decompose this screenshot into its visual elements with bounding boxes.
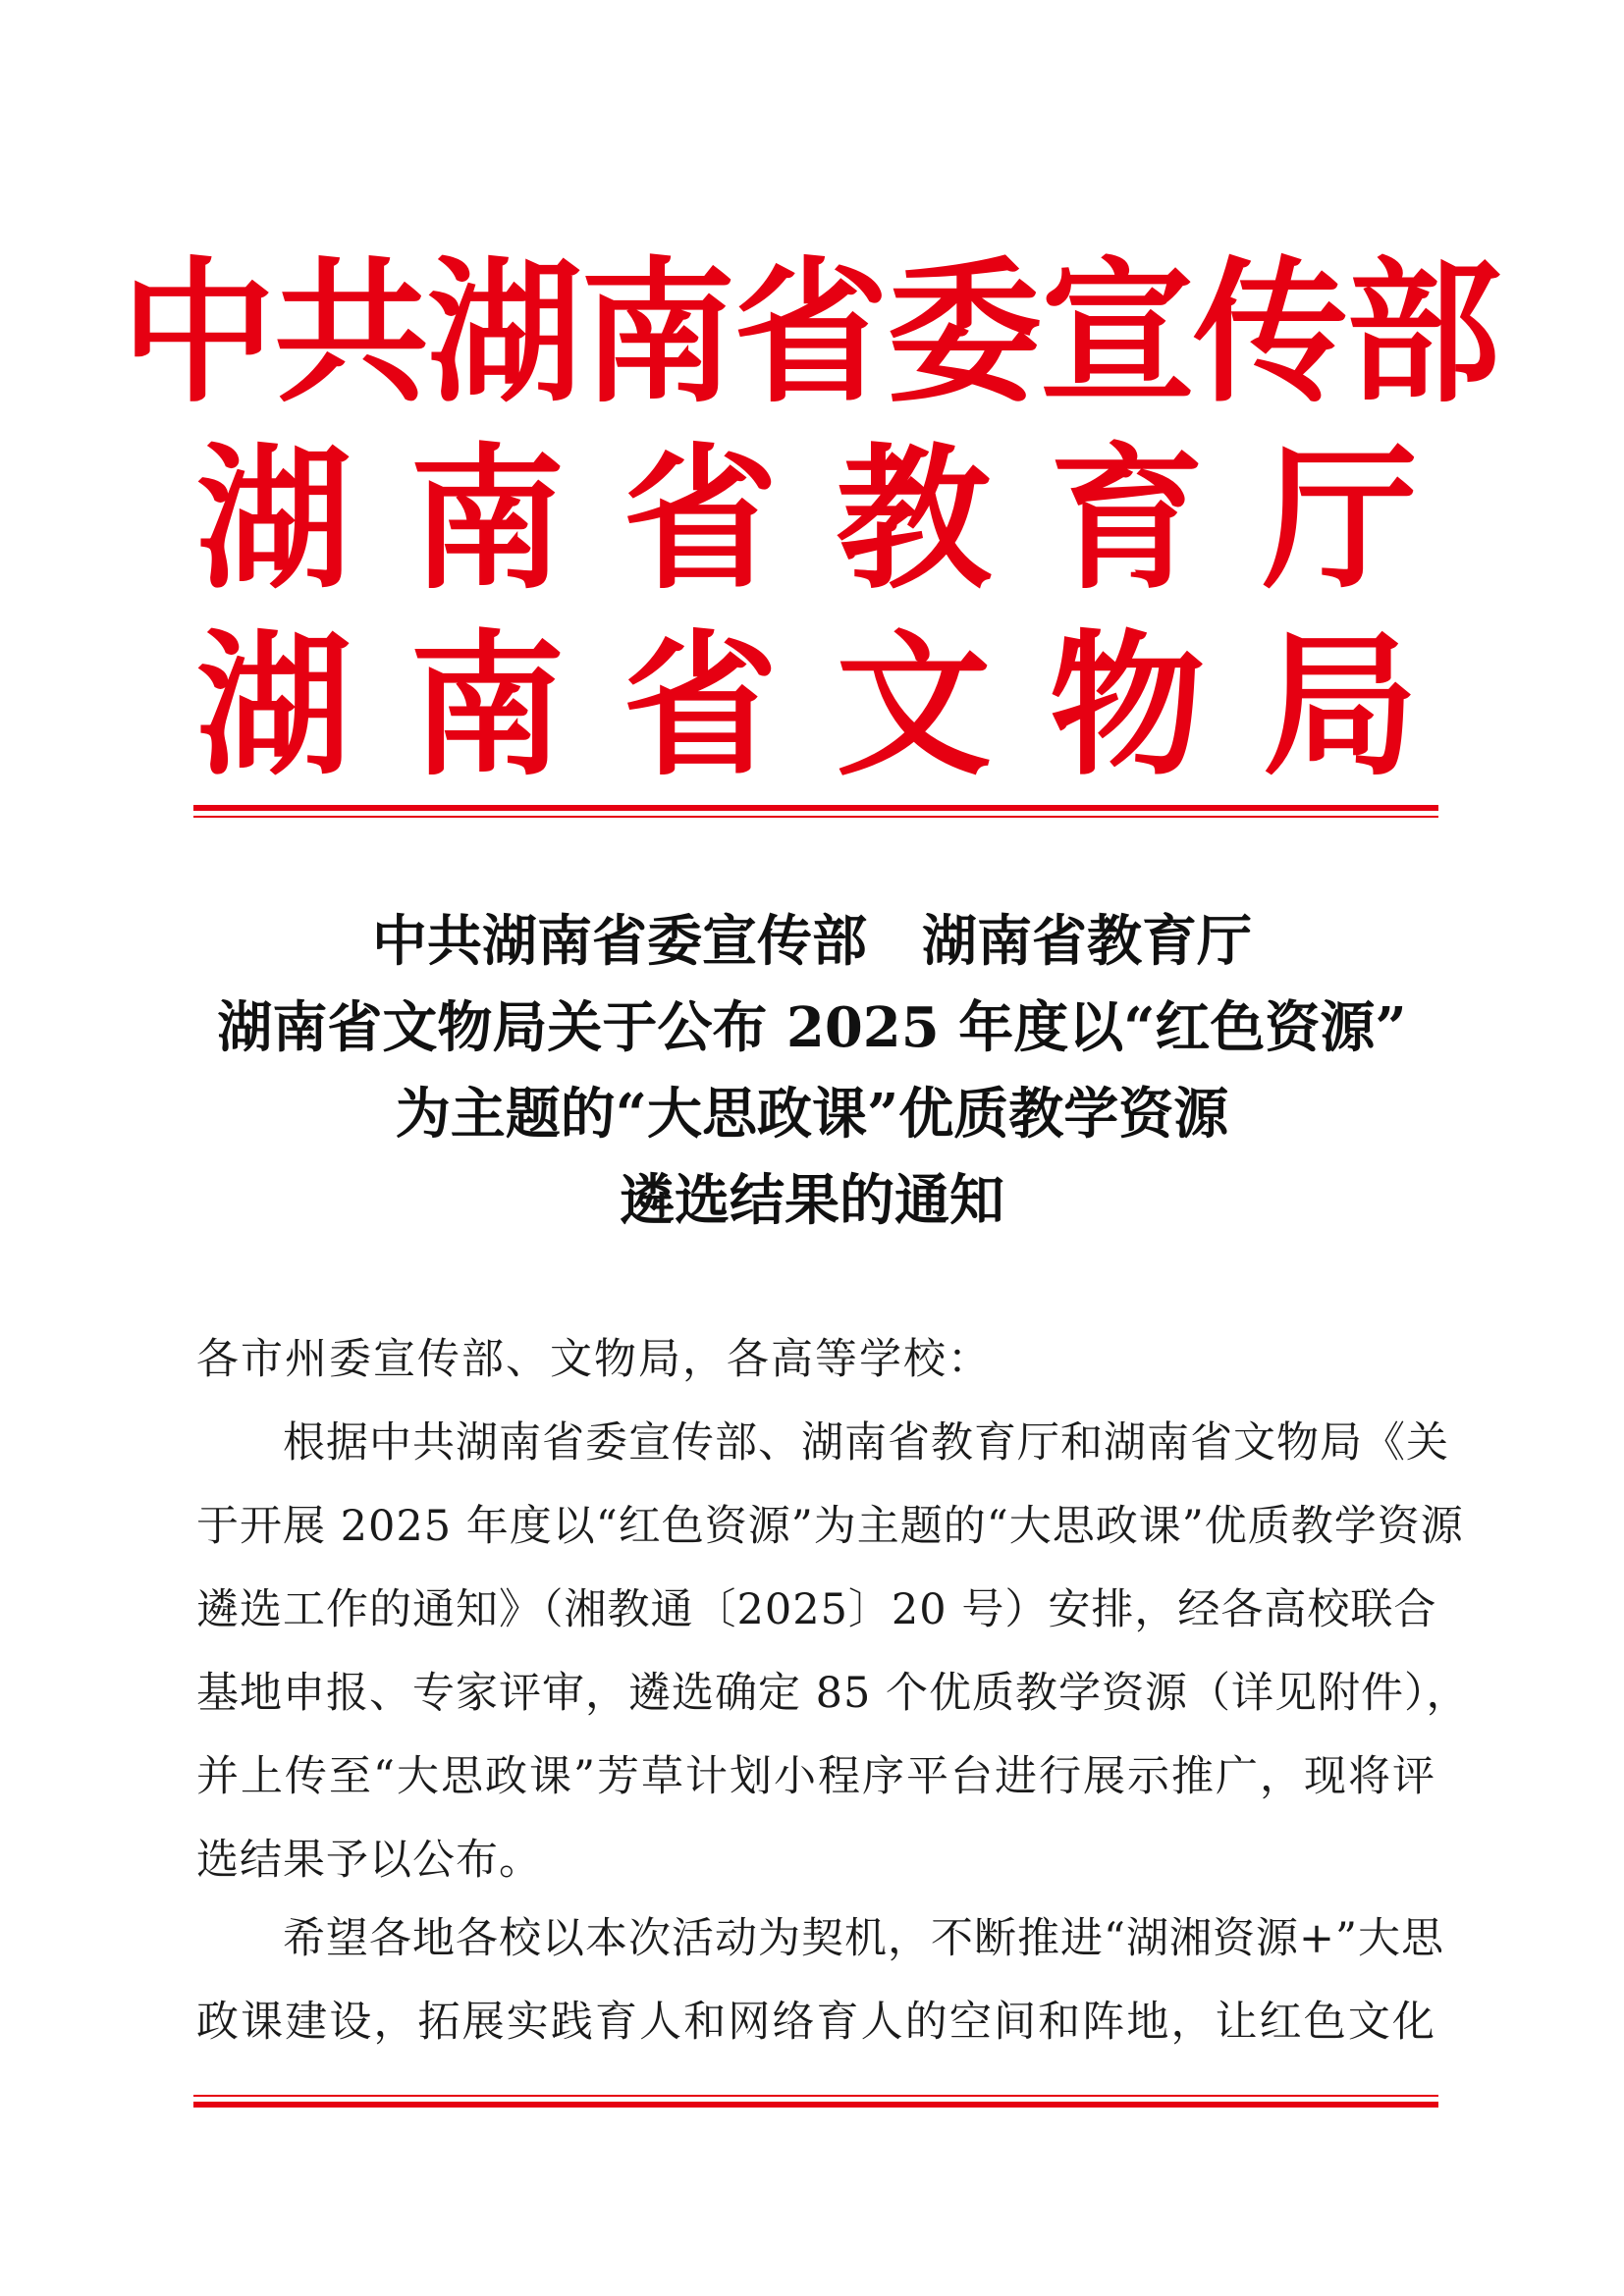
title-line: 遴选结果的通知 [620, 1168, 1004, 1233]
divider-thick-line [193, 805, 1438, 811]
red-letterhead [121, 240, 1499, 800]
title-line: 为主题的“大思政课”优质教学资源 [395, 1082, 1229, 1147]
divider-thick-line [193, 2102, 1438, 2108]
title-line: 中共湖南省委宣传部 湖南省教育厅 [372, 909, 1252, 974]
letterhead-red-divider [193, 805, 1438, 818]
letterhead-char: 省 [623, 429, 779, 611]
body-paragraph-1 [196, 1402, 1470, 1902]
footer-red-divider [193, 2095, 1438, 2108]
letterhead-char: 省 [623, 615, 779, 797]
letterhead-char: 南 [409, 429, 566, 611]
text-line: 选结果予以公布。 [196, 1836, 542, 1885]
salutation: 各市州委宣传部、文物局，各高等学校： [196, 1335, 992, 1384]
letterhead-char: 局 [1262, 615, 1418, 797]
text-line: 并上传至“大思政课”芳草计划小程序平台进行展示推广，现将评 [196, 1752, 1435, 1801]
text-line: 希望各地各校以本次活动为契机，不断推进“湖湘资源+”大思 [196, 1914, 1444, 1963]
letterhead-char: 教 [836, 429, 992, 611]
letterhead-line-education-dept [196, 427, 1424, 614]
letterhead-char: 文 [836, 615, 992, 797]
text-line: 遴选工作的通知》（湘教通〔2025〕20 号）安排，经各高校联合 [196, 1585, 1437, 1634]
letterhead-line-cultural-relics-bureau [196, 614, 1424, 800]
text-line: 根据中共湖南省委宣传部、湖南省教育厅和湖南省文物局《关 [196, 1418, 1449, 1468]
letterhead-line-propaganda-dept: 中共湖南省委宣传部 [121, 242, 1499, 424]
document-title [147, 898, 1477, 1244]
text-line: 于开展 2025 年度以“红色资源”为主题的“大思政课”优质教学资源 [196, 1502, 1464, 1551]
letterhead-char: 湖 [196, 615, 352, 797]
divider-thin-line [193, 2095, 1438, 2097]
letterhead-char: 南 [409, 615, 566, 797]
body-paragraph-2 [196, 1897, 1444, 2064]
text-line: 基地申报、专家评审，遴选确定 85 个优质教学资源（详见附件）， [196, 1669, 1470, 1718]
divider-thin-line [193, 816, 1438, 818]
title-line: 湖南省文物局关于公布 2025 年度以“红色资源” [217, 995, 1407, 1060]
letterhead-char: 湖 [196, 429, 352, 611]
letterhead-char: 育 [1049, 429, 1205, 611]
letterhead-char: 厅 [1262, 429, 1418, 611]
letterhead-char: 物 [1049, 615, 1205, 797]
text-line: 政课建设，拓展实践育人和网络育人的空间和阵地，让红色文化 [196, 1998, 1435, 2047]
